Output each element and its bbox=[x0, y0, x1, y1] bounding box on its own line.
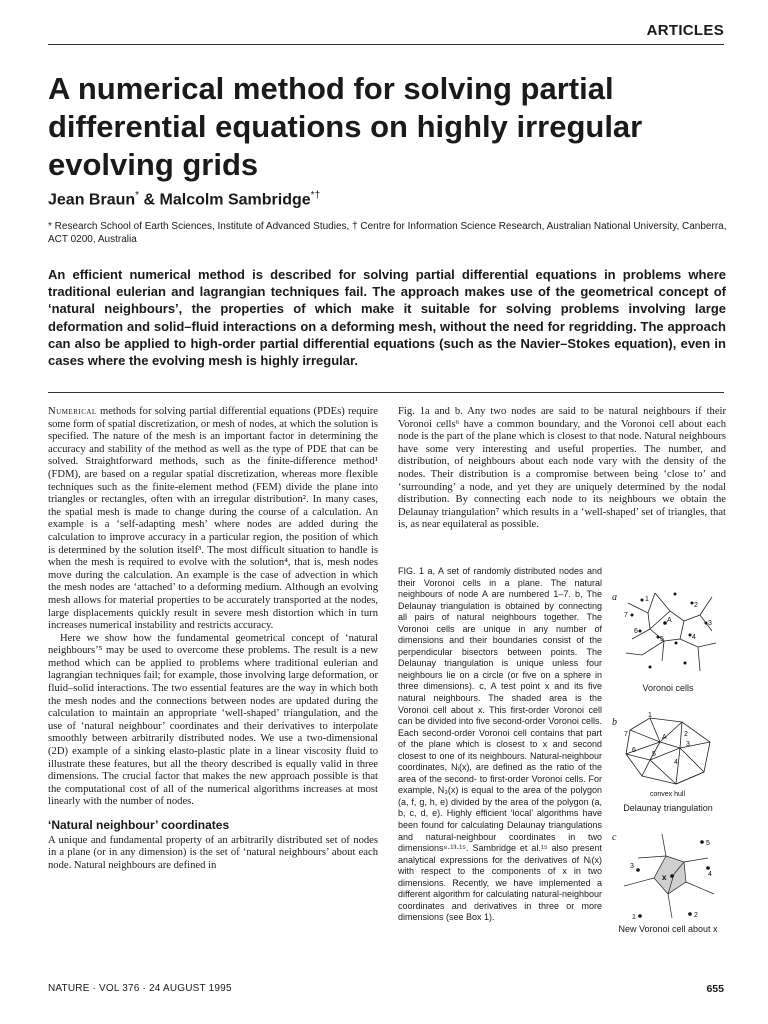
author-2[interactable]: Malcolm Sambridge bbox=[159, 191, 311, 209]
node-dot bbox=[638, 914, 642, 918]
node-label-2: 2 bbox=[694, 912, 698, 919]
node-dot bbox=[706, 866, 710, 870]
affiliation: * Research School of Earth Sciences, Institute of Advanced Studies, † Centre for Information Science Research, Australian National University, Canberra, ACT 0200, Australia bbox=[48, 221, 727, 245]
triangle-edge bbox=[676, 772, 704, 784]
node-label-4: 4 bbox=[674, 759, 678, 766]
section-heading: ‘Natural neighbour’ coordinates bbox=[48, 818, 230, 832]
triangle-edge bbox=[660, 742, 680, 748]
node-label-6: 6 bbox=[632, 747, 636, 754]
body-column-right bbox=[398, 406, 726, 532]
triangle-edge bbox=[680, 742, 710, 748]
voronoi-edge bbox=[626, 641, 664, 655]
node-label-3: 3 bbox=[630, 863, 634, 870]
node-dot bbox=[641, 599, 644, 602]
figure-caption: FIG. 1 a, A set of randomly distributed nodes and their Voronoi cells in a plane. The natural neighbours of node A are numbered 1–7. b, The Delaunay triangulation is obtained by connecting all pairs of natural neighbours together. The Voronoi cells are unique in any number of dimensions and their boundaries consist of the perpendicular bisectors between points. The Delaunay triangulation is unique unless four neighbours lie on a circle (or five on a sphere in three dimensions). c, A test point x and its five natural neighbours. The shaded area is the Voronoi cell about x. This first-order Voronoi cell can be divided into five second-order Voronoi cells. Each second-order Voronoi cell contains that part of the plane which is closest to x and second closest to one of its neighbours. Natural-neighbour coordinates, Nᵢ(x), are defined as the ratio of the area of the second- to first-order Voronoi cells. For example, N₃(x) is equal to the area of the polygon (a, f, g, h, e) divided by the area of the polygon (a, b, c, d, e). Highly efficient ‘local’ algorithms have been found for calculating Delaunay triangulations and natural-neighbour coordinates in two dimensions⁸·¹³·¹⁵. Sambridge et al.¹⁵ also present analytical expressions for the derivatives of Nᵢ(x) with respect to the components of x in two dimensions. Recently, we have implemented a different algorithm for calculating natural-neighbour coordinates and derivatives in three or more dimensions (see Box 1). bbox=[398, 566, 602, 923]
node-dot bbox=[675, 642, 678, 645]
author-separator: & bbox=[143, 191, 156, 209]
node-dot bbox=[670, 874, 674, 878]
abstract-rule bbox=[48, 392, 724, 393]
voronoi-edge bbox=[668, 894, 672, 918]
triangle-edge bbox=[680, 722, 682, 748]
voronoi-edge bbox=[680, 639, 716, 647]
page-number: 655 bbox=[706, 983, 724, 995]
panel-a-letter: a bbox=[612, 592, 617, 603]
node-dot bbox=[639, 630, 642, 633]
panel-c-letter: c bbox=[612, 832, 617, 843]
node-label-1: 1 bbox=[645, 596, 649, 603]
node-dot bbox=[674, 593, 677, 596]
node-label-7: 7 bbox=[624, 612, 628, 619]
node-label-5: 5 bbox=[706, 840, 710, 847]
section-label: ARTICLES bbox=[646, 22, 724, 39]
node-dot bbox=[700, 840, 704, 844]
node-label-1: 1 bbox=[648, 712, 652, 719]
paragraph-2: Here we show how the fundamental geometrical concept of ‘natural neighbours’⁵ may be used to overcome these problems. The result is a new method which can be applied to problems where traditional eulerian and lagrangian techniques fail; for example, those involving large deformation, or fluid–solid interactions. The two essential features are the way in which both the mesh nodes and the connections between nodes are updated during the calculation to maintain an appropriate ‘well-shaped’ triangulation, and the use of ‘natural neighbour’ coordinates and their derivatives to interpolate smoothly between arbitrarily distributed nodes. We use a two-dimensional (2D) example of a sinking elasto-plastic plate in a linear viscosity fluid to illustrate these features, but all the theory described is equally valid in three dimensions. The crucial factor that makes the new approach possible is that the computational cost of all of the numerical algorithms increases at most linearly with the number of nodes. bbox=[48, 632, 378, 808]
paragraph-1 bbox=[48, 406, 378, 633]
article-title: A numerical method for solving partial differential equations on highly irregular evolving grids bbox=[48, 71, 643, 182]
voronoi-edge bbox=[624, 878, 654, 886]
node-dot bbox=[684, 662, 687, 665]
node-dot bbox=[636, 868, 640, 872]
natural-neighbour-diagram bbox=[618, 830, 722, 922]
node-label-5: 5 bbox=[660, 636, 664, 643]
voronoi-edge bbox=[698, 647, 700, 671]
node-label-2: 2 bbox=[684, 731, 688, 738]
journal-footer: NATURE · VOL 376 · 24 AUGUST 1995 bbox=[48, 983, 232, 994]
body-column-left bbox=[48, 406, 378, 872]
node-label-2: 2 bbox=[694, 602, 698, 609]
delaunay-diagram bbox=[620, 712, 720, 802]
author-1[interactable]: Jean Braun bbox=[48, 191, 136, 209]
voronoi-edge bbox=[664, 621, 684, 641]
node-label-5: 5 bbox=[652, 751, 656, 758]
voronoi-edge bbox=[662, 834, 666, 856]
convex-hull bbox=[626, 718, 710, 784]
voronoi-edge bbox=[638, 856, 666, 858]
voronoi-edge bbox=[686, 882, 714, 894]
voronoi-edge bbox=[628, 593, 655, 613]
node-label-6: 6 bbox=[634, 628, 638, 635]
node-label-7: 7 bbox=[624, 731, 628, 738]
node-dot bbox=[688, 912, 692, 916]
triangle-edge bbox=[642, 760, 650, 776]
voronoi-diagram bbox=[620, 585, 720, 680]
node-dot bbox=[631, 614, 634, 617]
node-dot bbox=[649, 666, 652, 669]
convex-hull-label: convex hull bbox=[650, 791, 686, 798]
voronoi-edge bbox=[684, 858, 708, 862]
paragraph-1-text: methods for solving partial differential equations (PDEs) require some form of spatial discretization, or mesh of nodes, at which the solution is specified. The nature of the mesh is an important factor in determining the accuracy and stability of the method as well as the type of PDE that can be solved. Straightforward methods, such as the finite-difference method¹ (FDM), are based on a regular spatial discretization, whereas more flexible techniques such as the finite-element method (FEM) divide the plane into triangles or rectangles, often with an irregular distribution². In many cases, the spatial mesh is made to change during the course of a calculation. An example is a ‘self-adapting mesh’ where nodes are added during the calculation to improve accuracy in a particular region, the position of which is determined by the solution itself³. The most difficult situation to handle is when the mesh is required to evolve with the solution⁴, that is, mesh nodes move during the calculation. An example is the case of advection in which the mesh nodes are ‘attached’ to a deforming medium. Although an evolving mesh allows for material properties to be accurately transported at the nodes, large displacements quickly result in severe mesh distortion which in turn increases numerical instability and restricts accuracy. bbox=[48, 406, 378, 632]
author-line bbox=[48, 190, 320, 209]
node-label-3: 3 bbox=[708, 620, 712, 627]
paragraph-4: Fig. 1a and b. Any two nodes are said to be natural neighbours if their Voronoi cells⁶ have a common boundary, and the Voronoi cell about each node is the part of the plane which is closest to that node. Natural neighbours have some very interesting and useful properties. The number, and distribution, of neighbours about each node vary with the density of the nodes. Their distribution is a compromise between being ‘close to’ and ‘surrounding’ a node, and yet they are uniquely determined by the nodal distribution. By connecting each node to its neighbours we obtain the Delaunay triangulation⁷ which results in a ‘well-shaped’ set of triangles, that is, as near equilateral as possible. bbox=[398, 406, 726, 531]
triangle-edge bbox=[650, 760, 676, 784]
node-label-1: 1 bbox=[632, 914, 636, 921]
triangle-edge bbox=[676, 748, 680, 784]
voronoi-edge bbox=[684, 597, 712, 621]
paragraph-3: A unique and fundamental property of an arbitrarily distributed set of nodes in a plane (or in any dimension) is the set of ‘natural neighbours’ about each node. Natural neighbours are defined in bbox=[48, 834, 378, 871]
panel-b-label: Delaunay triangulation bbox=[623, 803, 713, 813]
node-label-4: 4 bbox=[708, 871, 712, 878]
panel-a-label: Voronoi cells bbox=[642, 683, 694, 693]
node-label-x: x bbox=[662, 873, 667, 882]
abstract: An efficient numerical method is described for solving partial differential equations in problems where traditional eulerian and lagrangian techniques fail. The approach makes use of the geometrical concept of ‘natural neighbours’, the properties of which make it suitable for solving problems involving large deformation and solid–fluid interactions on a deforming mesh, without the need for regridding. The approach can also be applied to high-order partial differential equations (such as the Navier–Stokes equation), even in cases where the evolving mesh is highly irregular. bbox=[48, 267, 726, 369]
author-1-mark: * bbox=[135, 190, 140, 201]
triangle-edge bbox=[680, 748, 704, 772]
voronoi-edge bbox=[632, 613, 650, 639]
node-label-A: A bbox=[667, 617, 672, 624]
panel-c-label: New Voronoi cell about x bbox=[618, 924, 718, 934]
top-rule bbox=[48, 44, 724, 45]
author-2-mark: *† bbox=[310, 190, 321, 201]
lead-word: Numerical bbox=[48, 406, 97, 417]
panel-b-letter: b bbox=[612, 717, 617, 728]
node-label-A: A bbox=[662, 734, 667, 741]
node-label-4: 4 bbox=[692, 634, 696, 641]
node-label-3: 3 bbox=[686, 741, 690, 748]
